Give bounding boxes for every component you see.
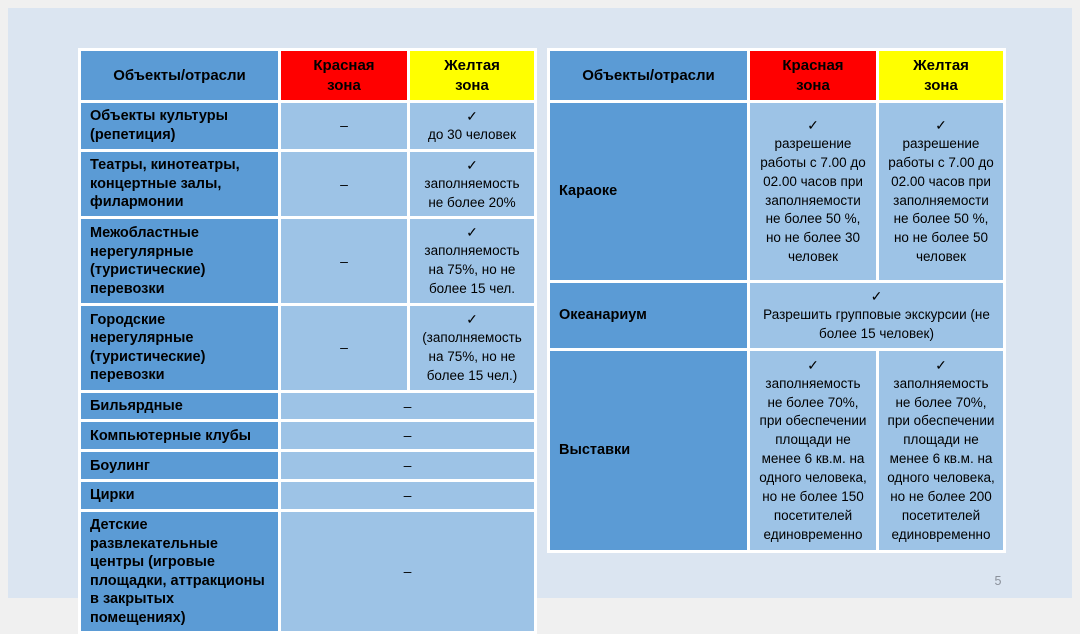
yellow-zone-cell [878, 102, 1005, 282]
row-label: Объекты культуры (репетиция) [80, 102, 280, 151]
restrictions-table-left [78, 48, 537, 634]
row-label: Театры, кинотеатры, концертные залы, филармонии [80, 150, 280, 218]
column-header-yellow-zone: Желтая зона [878, 50, 1005, 102]
table-row [80, 305, 536, 392]
header-row [549, 50, 1005, 102]
table-row [80, 511, 536, 633]
dash-mark: – [403, 563, 412, 580]
column-header-red-zone: Красная зона [280, 50, 409, 102]
merged-zones-cell [749, 282, 1005, 350]
check-icon: ✓ [935, 116, 947, 133]
red-zone-cell [280, 218, 409, 305]
row-label: Океанариум [549, 282, 749, 350]
check-icon: ✓ [466, 156, 478, 173]
column-header-objects: Объекты/отрасли [549, 50, 749, 102]
row-label: Караоке [549, 102, 749, 282]
dash-mark: – [403, 427, 412, 444]
yellow-zone-cell [409, 102, 536, 151]
table-row [80, 481, 536, 511]
check-icon: ✓ [466, 311, 478, 328]
column-header-yellow-zone: Желтая зона [409, 50, 536, 102]
cell-text: Разрешить групповые экскурсии (не более 15 человек) [763, 306, 990, 341]
red-zone-cell [280, 305, 409, 392]
check-icon: ✓ [466, 108, 478, 124]
yellow-zone-cell [409, 150, 536, 218]
red-zone-cell [749, 349, 878, 551]
check-icon: ✓ [935, 356, 947, 373]
cell-text: до 30 человек [428, 126, 516, 142]
check-icon: ✓ [807, 356, 819, 373]
table-row [549, 282, 1005, 350]
cell-text: разрешение работы с 7.00 до 02.00 часов при заполняемости не более 50 %, но не более 30 человек [760, 135, 866, 265]
dash-mark: – [340, 339, 348, 356]
row-label: Межобластные нерегулярные (туристические) перевозки [80, 218, 280, 305]
cell-text: разрешение работы с 7.00 до 02.00 часов при заполняемости не более 50 %, но не более 50 человек [888, 135, 994, 265]
row-label: Городские нерегулярные (туристические) перевозки [80, 305, 280, 392]
row-label: Цирки [80, 481, 280, 511]
dash-mark: – [403, 487, 412, 504]
check-icon: ✓ [807, 116, 819, 133]
check-icon: ✓ [870, 288, 883, 304]
row-label: Компьютерные клубы [80, 421, 280, 451]
table-row [549, 102, 1005, 282]
table-row [80, 421, 536, 451]
table-row [80, 102, 536, 151]
dash-mark: – [340, 175, 348, 192]
dash-mark: – [403, 397, 412, 414]
merged-zones-cell [280, 481, 536, 511]
cell-text: заполняемость на 75%, но не более 15 чел. [424, 243, 520, 297]
cell-text: (заполняемость на 75%, но не более 15 чел.) [422, 329, 522, 383]
table-row [80, 218, 536, 305]
table-row [549, 349, 1005, 551]
page-number: 5 [994, 574, 1002, 588]
red-zone-cell [749, 102, 878, 282]
yellow-zone-cell [409, 218, 536, 305]
dash-mark: – [340, 117, 348, 134]
cell-text: заполняемость не более 70%, при обеспечении площади не менее 6 кв.м. на одного человека, но не более 150 посетителей единовременно [759, 375, 867, 542]
cell-text: заполняемость не более 20% [424, 175, 520, 210]
red-zone-cell [280, 102, 409, 151]
merged-zones-cell [280, 421, 536, 451]
row-label: Выставки [549, 349, 749, 551]
restrictions-table-right [547, 48, 1006, 553]
merged-zones-cell [280, 451, 536, 481]
dash-mark: – [340, 252, 348, 269]
yellow-zone-cell [409, 305, 536, 392]
table-row [80, 150, 536, 218]
check-icon: ✓ [466, 224, 478, 241]
row-label: Боулинг [80, 451, 280, 481]
slide [8, 8, 1072, 626]
red-zone-cell [280, 150, 409, 218]
column-header-objects: Объекты/отрасли [80, 50, 280, 102]
row-label: Бильярдные [80, 391, 280, 421]
cell-text: заполняемость не более 70%, при обеспечении площади не менее 6 кв.м. на одного человека, но не более 200 посетителей единовременно [887, 375, 995, 542]
yellow-zone-cell [878, 349, 1005, 551]
table-row [80, 391, 536, 421]
row-label: Детские развлекательные центры (игровые площадки, аттракционы в закрытых помещениях) [80, 511, 280, 633]
column-header-red-zone: Красная зона [749, 50, 878, 102]
merged-zones-cell [280, 511, 536, 633]
header-row [80, 50, 536, 102]
dash-mark: – [403, 457, 412, 474]
table-row [80, 451, 536, 481]
merged-zones-cell [280, 391, 536, 421]
